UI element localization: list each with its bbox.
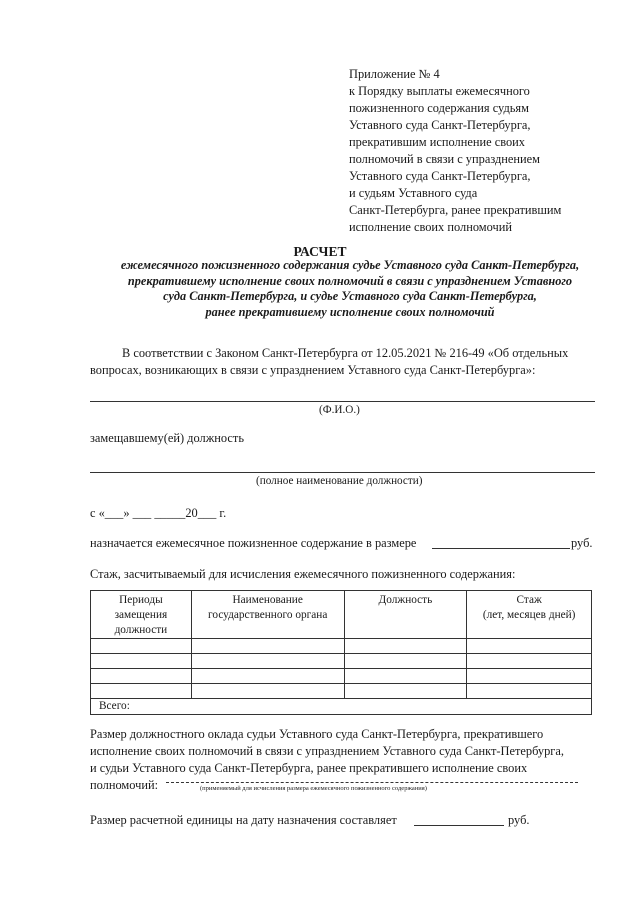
table-header-row	[91, 591, 592, 639]
experience-table	[90, 590, 592, 715]
salary-line: исполнение своих полномочий в связи с упразднением Уставного суда Санкт-Петербурга,	[90, 744, 564, 758]
salary-caption: (применяемый для исчисления размера ежемесячного пожизненного содержания)	[200, 785, 427, 792]
appendix-line: прекратившим исполнение своих	[349, 135, 525, 149]
subtitle-line: прекратившему исполнение своих полномочий в связи с упразднением Уставного	[127, 273, 573, 288]
amount-field-line[interactable]	[432, 548, 570, 549]
intro-line: В соответствии с Законом Санкт-Петербурга от 12.05.2021 № 216-49 «Об отдельных	[122, 346, 569, 360]
header-text: Стаж	[516, 594, 542, 606]
appendix-line: полномочий в связи с упразднением	[349, 152, 541, 166]
header-text: Должность	[378, 594, 433, 606]
table-row	[91, 684, 592, 699]
document-title: РАСЧЕТ	[293, 244, 347, 259]
table-cell[interactable]	[91, 654, 192, 669]
unit-label: Размер расчетной единицы на дату назначения составляет	[90, 813, 397, 827]
table-cell[interactable]	[91, 684, 192, 699]
salary-last-label: полномочий:	[90, 778, 159, 792]
position-field-line[interactable]	[90, 472, 595, 473]
table-cell[interactable]	[91, 669, 192, 684]
table-cell[interactable]	[191, 654, 344, 669]
appendix-line: Уставного суда Санкт-Петербурга,	[349, 169, 531, 183]
table-cell[interactable]	[191, 684, 344, 699]
table-cell[interactable]	[467, 654, 592, 669]
amount-unit: руб.	[571, 536, 593, 550]
appendix-line: пожизненного содержания судьям	[349, 101, 529, 115]
table-row	[91, 639, 592, 654]
table-row	[91, 654, 592, 669]
header-position	[344, 591, 467, 639]
appendix-line: Уставного суда Санкт-Петербурга,	[349, 118, 531, 132]
salary-line: Размер должностного оклада судьи Уставного суда Санкт-Петербурга, прекратившего	[90, 727, 544, 741]
salary-field-line[interactable]	[166, 782, 578, 783]
salary-line: и судьи Уставного суда Санкт-Петербурга, ранее прекратившего исполнение своих	[90, 761, 528, 775]
fio-field-line[interactable]	[90, 401, 595, 402]
table-cell[interactable]	[191, 669, 344, 684]
table-cell[interactable]	[467, 639, 592, 654]
appendix-line: к Порядку выплаты ежемесячного	[349, 84, 530, 98]
unit-field-line[interactable]	[414, 825, 504, 826]
table-cell[interactable]	[467, 669, 592, 684]
table-row	[91, 669, 592, 684]
table-cell[interactable]	[191, 639, 344, 654]
position-caption: (полное наименование должности)	[256, 475, 423, 487]
table-cell[interactable]	[467, 684, 592, 699]
header-experience	[467, 591, 592, 639]
intro-line: вопросах, возникающих в связи с упразднением Уставного суда Санкт-Петербурга»:	[90, 363, 536, 377]
header-text: государственного органа	[208, 609, 328, 621]
header-organ	[191, 591, 344, 639]
table-cell[interactable]	[344, 684, 467, 699]
salary-paragraph	[90, 726, 595, 794]
header-text: замещения	[114, 609, 168, 621]
appendix-line: Санкт-Петербурга, ранее прекратившим	[349, 203, 562, 217]
unit-suffix: руб.	[508, 813, 530, 827]
table-cell[interactable]	[344, 654, 467, 669]
header-text: должности	[114, 624, 168, 636]
appendix-line: исполнение своих полномочий	[349, 220, 512, 234]
position-label: замещавшему(ей) должность	[90, 431, 244, 445]
subtitle-line: ранее прекратившему исполнение своих полномочий	[205, 304, 495, 319]
appendix-line: Приложение № 4	[349, 67, 440, 81]
intro-paragraph	[90, 345, 600, 379]
table-total-row	[91, 699, 592, 715]
experience-label: Стаж, засчитываемый для исчисления ежемесячного пожизненного содержания:	[90, 567, 516, 581]
amount-label: назначается ежемесячное пожизненное содержание в размере	[90, 536, 417, 550]
table-cell[interactable]	[344, 639, 467, 654]
header-text: (лет, месяцев дней)	[482, 609, 576, 621]
table-cell[interactable]	[344, 669, 467, 684]
document-subtitle	[70, 258, 630, 320]
table-total-label: Всего:	[91, 699, 592, 715]
subtitle-line: суда Санкт-Петербурга, и судье Уставного суда Санкт-Петербурга,	[163, 289, 537, 303]
subtitle-line: ежемесячного пожизненного содержания судье Уставного суда Санкт-Петербурга,	[120, 258, 580, 272]
table-cell[interactable]	[91, 639, 192, 654]
appendix-note	[349, 66, 589, 236]
appendix-line: и судьям Уставного суда	[349, 186, 478, 200]
fio-caption: (Ф.И.О.)	[319, 404, 360, 416]
header-text: Наименование	[232, 594, 303, 606]
header-text: Периоды	[119, 594, 163, 606]
header-periods	[91, 591, 192, 639]
date-line: с «___» ___ _____20___ г.	[90, 506, 227, 520]
